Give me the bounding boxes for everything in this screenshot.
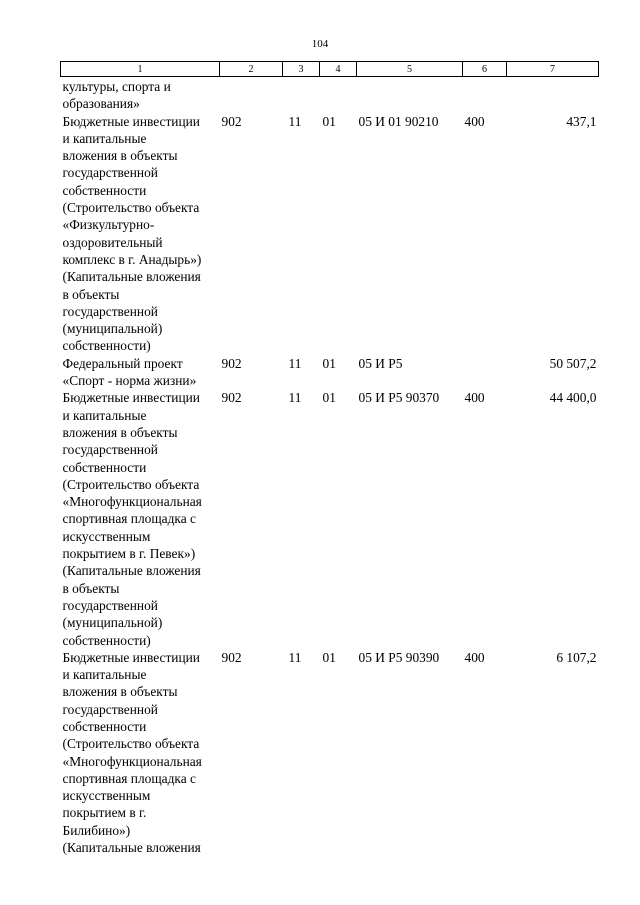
- column-number-header: [61, 62, 599, 77]
- row-target-article: [357, 77, 463, 113]
- header-col-3: 3: [283, 62, 320, 77]
- row-sum: 437,1: [566, 113, 597, 129]
- table-row: [61, 113, 599, 355]
- row-name: культуры, спорта и образования»: [62, 79, 171, 112]
- row-target-article: 05 И Р5 90390: [358, 649, 440, 665]
- header-col-7: 7: [507, 62, 599, 77]
- table-row: [61, 355, 599, 390]
- row-expense-type: [463, 77, 507, 113]
- header-col-4: 4: [320, 62, 357, 77]
- row-section: 11: [288, 113, 302, 129]
- row-section: 11: [288, 649, 302, 665]
- row-grbs: 902: [221, 355, 242, 371]
- row-subsection: [320, 77, 357, 113]
- table-row: [61, 649, 599, 857]
- budget-table: [60, 61, 599, 856]
- row-name: Бюджетные инвестиции и капитальные вложения в объекты государственной собственности (Строительство объекта «Физкультурно- оздоровительный комплекс в г. Анадырь») (Капитальные вложения в объекты государственной (муниципальной) собственности): [62, 113, 202, 354]
- row-expense-type: 400: [464, 390, 485, 406]
- row-expense-type: 400: [464, 649, 485, 665]
- row-expense-type: 400: [464, 113, 485, 129]
- row-sum: 6 107,2: [556, 649, 597, 665]
- row-target-article: 05 И 01 90210: [358, 113, 439, 129]
- header-col-5: 5: [357, 62, 463, 77]
- row-grbs: 902: [221, 113, 242, 129]
- row-sum: 44 400,0: [549, 390, 597, 406]
- row-subsection: 01: [322, 390, 336, 406]
- row-target-article: 05 И Р5: [358, 355, 403, 371]
- row-name: Бюджетные инвестиции и капитальные вложения в объекты государственной собственности (Строительство объекта «Многофункциональная спортивная площадка с искусственным покрытием в г. Певек») (Капитальные вложения в объекты государственной (муниципальной) собственности): [62, 390, 202, 648]
- row-subsection: 01: [322, 355, 336, 371]
- header-col-6: 6: [463, 62, 507, 77]
- page-number: 104: [311, 38, 329, 50]
- row-target-article: 05 И Р5 90370: [358, 390, 440, 406]
- row-sum: [507, 77, 599, 113]
- row-name: Федеральный проект «Спорт - норма жизни»: [62, 355, 197, 389]
- row-grbs: 902: [221, 390, 242, 406]
- row-subsection: 01: [322, 649, 336, 665]
- table-row: [61, 389, 599, 648]
- row-section: 11: [288, 355, 302, 371]
- row-sum: 50 507,2: [549, 355, 597, 371]
- row-expense-type: [463, 355, 507, 390]
- row-section: [283, 77, 320, 113]
- row-name: Бюджетные инвестиции и капитальные вложения в объекты государственной собственности (Строительство объекта «Многофункциональная спортивная площадка с искусственным покрытием в г. Билибино») (Капитальные вложения: [62, 649, 202, 856]
- header-col-2: 2: [220, 62, 283, 77]
- row-subsection: 01: [322, 113, 336, 129]
- row-section: 11: [288, 390, 302, 406]
- header-col-1: 1: [61, 62, 220, 77]
- row-grbs: 902: [221, 649, 242, 665]
- table-row: [61, 77, 599, 113]
- row-grbs: [220, 77, 283, 113]
